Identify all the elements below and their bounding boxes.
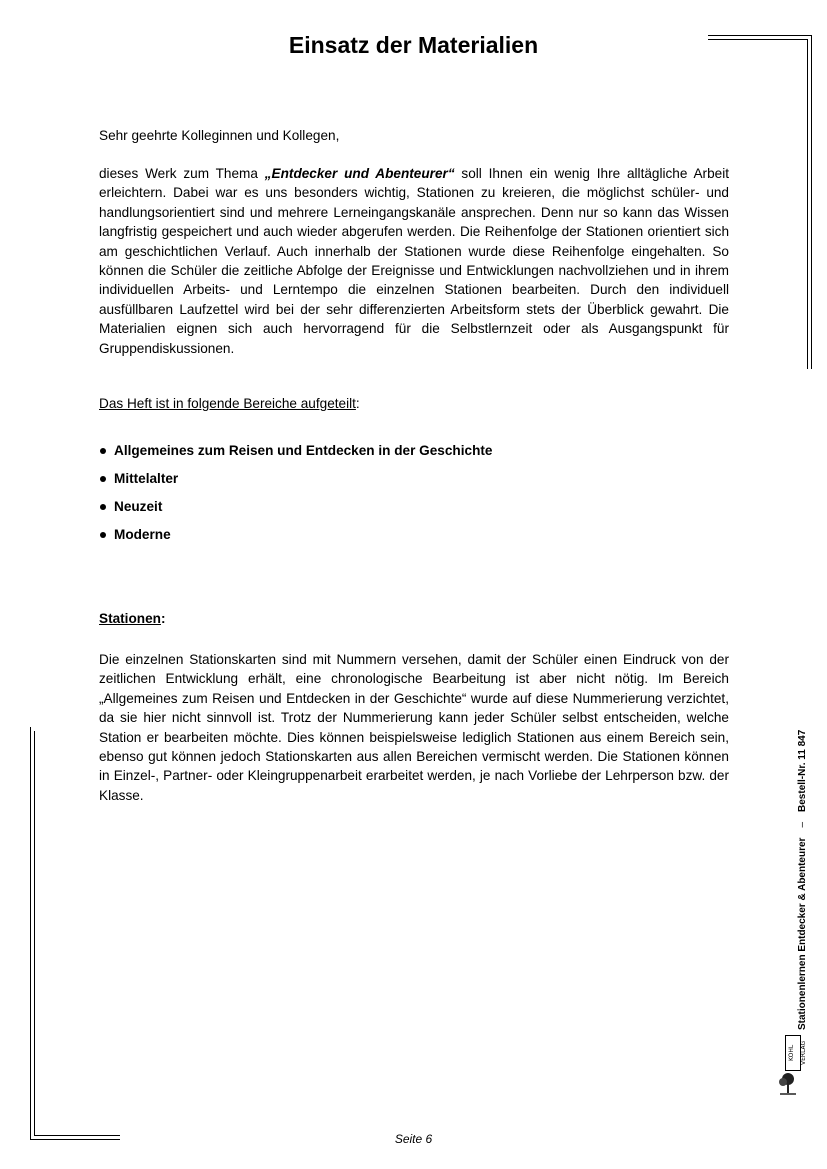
list-item <box>99 440 492 468</box>
stations-heading <box>99 611 165 626</box>
bullet-icon <box>100 476 106 482</box>
frame-left-line-inner <box>34 731 35 1135</box>
section-label: Allgemeines zum Reisen und Entdecken in der Geschichte <box>114 443 493 458</box>
section-label: Neuzeit <box>114 499 163 514</box>
side-publication-info <box>797 730 808 1030</box>
section-label: Moderne <box>114 527 171 542</box>
section-label: Mittelalter <box>114 471 179 486</box>
list-item <box>99 524 492 552</box>
frame-right-line <box>811 35 812 369</box>
sections-heading <box>99 396 360 411</box>
page-number: Seite 6 <box>394 1132 433 1146</box>
side-order-number: Bestell-Nr. 11 847 <box>797 729 808 812</box>
tree-logo-icon <box>776 1070 798 1096</box>
bullet-icon <box>100 448 106 454</box>
sections-list <box>99 440 492 552</box>
side-title: Stationenlernen Entdecker & Abenteurer <box>797 837 808 1030</box>
side-separator: – <box>797 821 808 828</box>
stations-heading-colon: : <box>160 611 166 626</box>
list-item <box>99 496 492 524</box>
intro-paragraph <box>99 164 729 358</box>
intro-topic-emphasis: „Entdecker und Abenteurer“ <box>264 166 455 181</box>
sections-heading-text: Das Heft ist in folgende Bereiche aufgeteilt <box>99 396 356 411</box>
publisher-logo: KOHL VERLAG <box>785 1035 801 1071</box>
frame-left-line <box>30 727 31 1139</box>
bullet-icon <box>100 504 106 510</box>
frame-right-line-inner <box>807 39 808 369</box>
sections-heading-colon: : <box>355 396 360 411</box>
page-title: Einsatz der Materialien <box>288 32 539 58</box>
intro-text-after: soll Ihnen ein wenig Ihre alltägliche Arbeit erleichtern. Dabei war es uns besonders wichtig, Stationen zu kreieren, die möglichst schüler- und handlungsorientiert sind und mehrere Lerneingangskanäle ansprechen. Denn nur so kann das Wissen langfristig gespeichert und auch wieder abgerufen werden. Die Reihenfolge der Stationen orientiert sich am geschichtlichen Verlauf. Auch innerhalb der Stationen wurde diese Reihenfolge eingehalten. So können die Schüler die zeitliche Abfolge der Ereignisse und Entwicklungen nachvollziehen und in ihrem individuellen Arbeits- und Lerntempo die einzelnen Stationen bearbeiten. Durch den individuell ausfüllbaren Laufzettel wird bei der sehr differenzierten Arbeitsform stets der Überblick gewahrt. Die Materialien eignen sich auch hervorragend für die Selbstlernzeit oder als Ausgangspunkt für Gruppendiskussionen. <box>99 166 729 356</box>
intro-text-before: dieses Werk zum Thema <box>99 166 265 181</box>
list-item <box>99 468 492 496</box>
stations-heading-text: Stationen <box>99 611 161 626</box>
bullet-icon <box>100 532 106 538</box>
greeting: Sehr geehrte Kolleginnen und Kollegen, <box>99 128 340 143</box>
stations-paragraph: Die einzelnen Stationskarten sind mit Nummern versehen, damit der Schüler einen Eindruck von der zeitlichen Entwicklung erhält, eine chronologische Bearbeitung ist aber nicht nötig. Im Bereich „Allgemeines zum Reisen und Entdecken in der Geschichte“ wurde auf diese Nummerierung verzichtet, da sie hier nicht sinnvoll ist. Trotz der Nummerierung kann jeder Schüler selbst entscheiden, welche Station er bearbeiten möchte. Dies können beispielsweise lediglich Stationen aus einem Bereich sein, ebenso gut können jedoch Stationskarten aus allen Bereichen vermischt werden. Die Stationen können in Einzel-, Partner- oder Kleingruppenarbeit erarbeitet werden, je nach Vorliebe der Lehrperson bzw. der Klasse. <box>99 652 729 803</box>
